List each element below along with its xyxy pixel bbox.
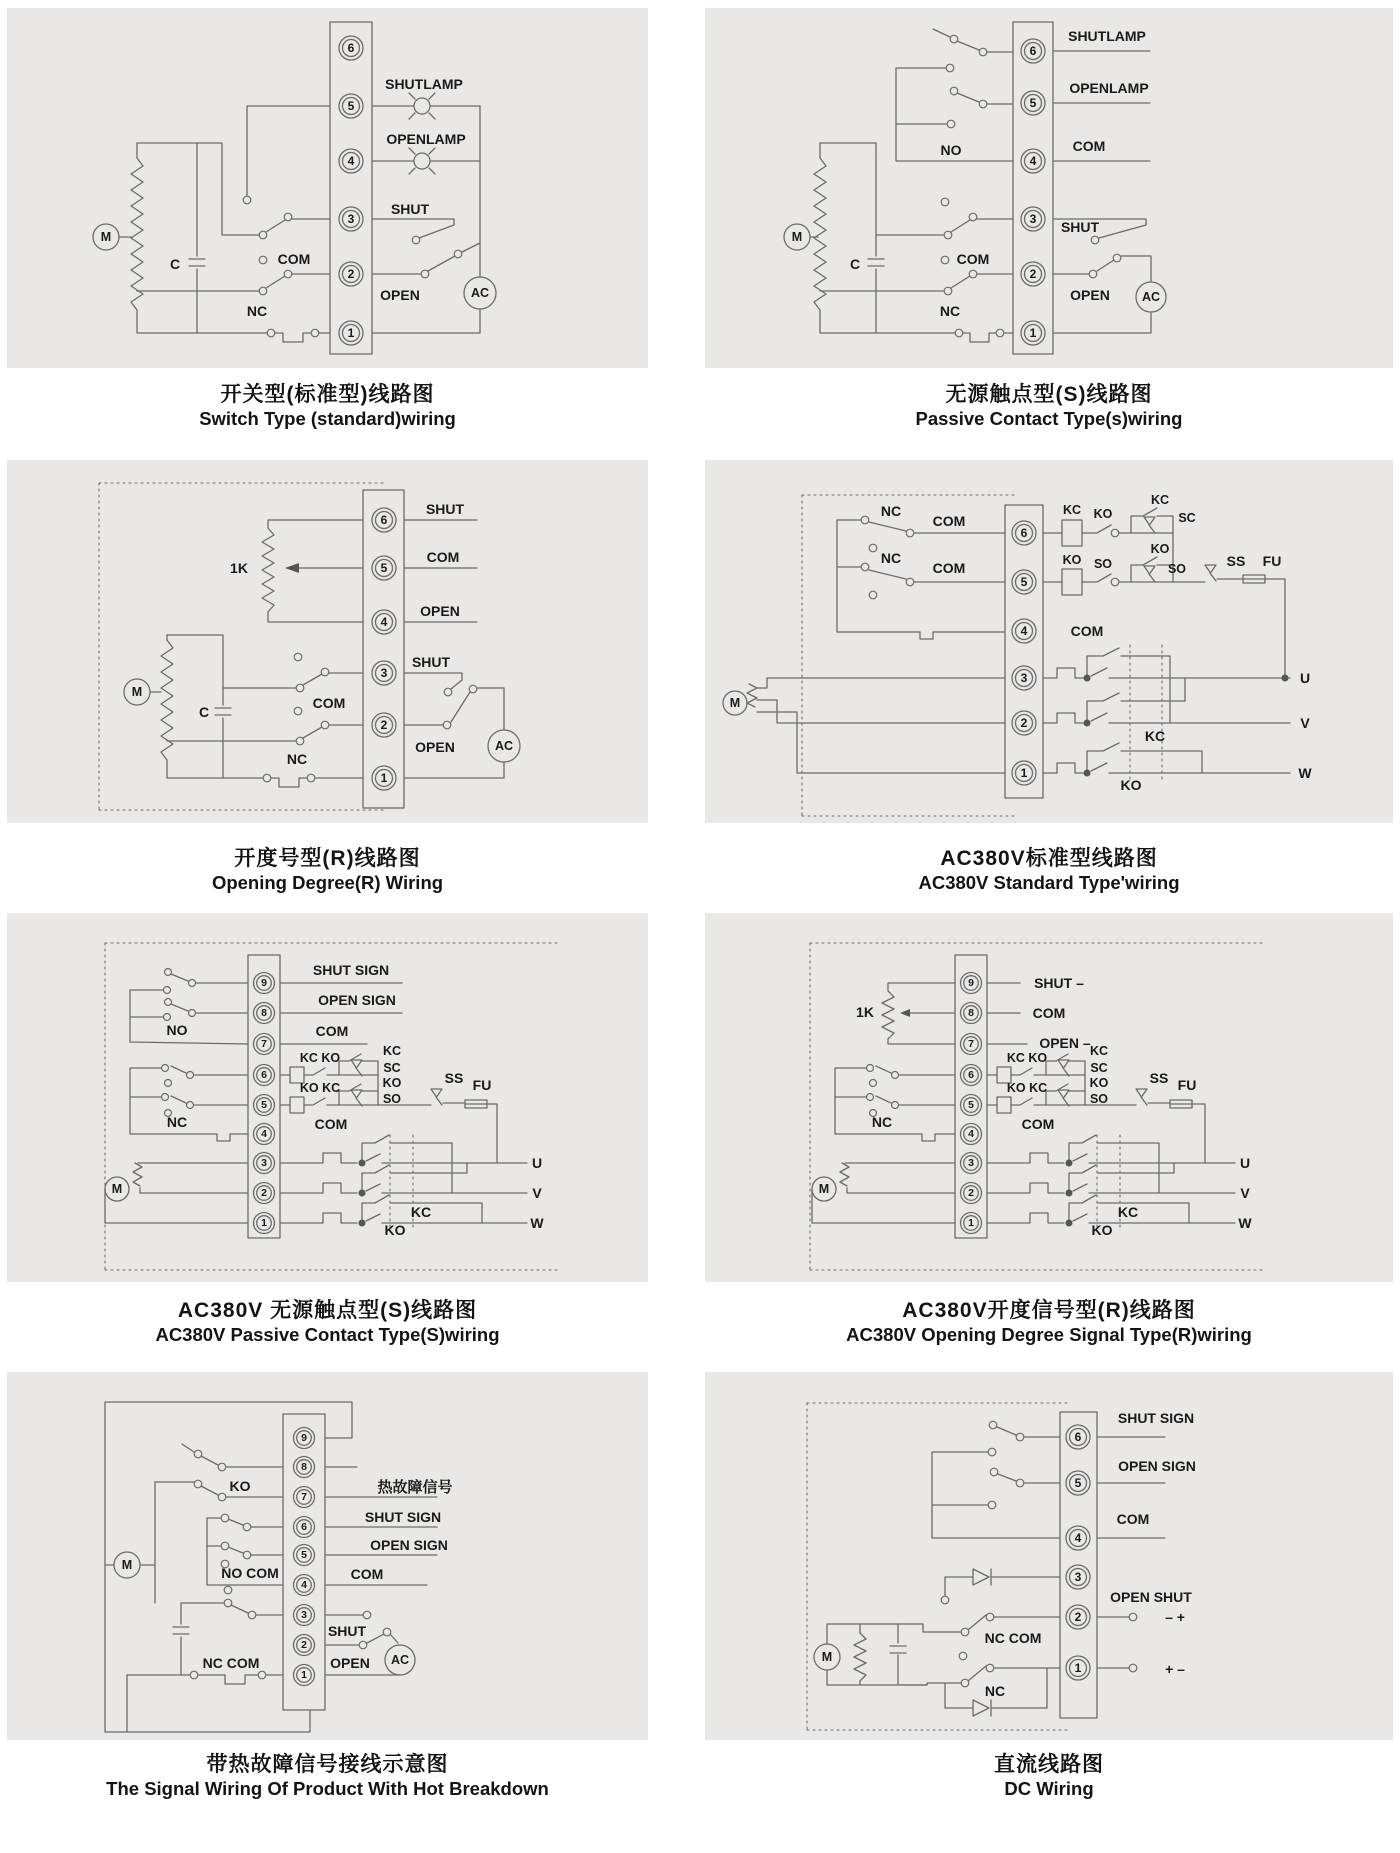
label-w: W bbox=[530, 1215, 544, 1231]
label-open: OPEN bbox=[380, 287, 420, 303]
svg-text:7: 7 bbox=[261, 1038, 267, 1050]
panel-switch-standard bbox=[7, 8, 648, 368]
svg-text:3: 3 bbox=[1020, 671, 1028, 685]
caption-zh: 带热故障信号接线示意图 bbox=[206, 1753, 449, 1776]
svg-text:4: 4 bbox=[1029, 154, 1037, 168]
label-com-top: COM bbox=[315, 1023, 349, 1039]
svg-text:6: 6 bbox=[1020, 526, 1028, 540]
wires bbox=[723, 505, 1290, 798]
label-plus-minus: + – bbox=[1165, 1661, 1185, 1677]
ac-source-label: AC bbox=[470, 286, 490, 300]
label-shutlamp: SHUTLAMP bbox=[385, 76, 463, 92]
label-v: V bbox=[532, 1185, 542, 1201]
label-so: SO bbox=[1167, 562, 1187, 576]
svg-text:3: 3 bbox=[301, 1609, 307, 1621]
label-com: COM bbox=[1021, 1116, 1055, 1132]
svg-text:9: 9 bbox=[301, 1432, 307, 1444]
contacts bbox=[941, 1421, 1137, 1687]
svg-text:2: 2 bbox=[301, 1639, 307, 1651]
caption-zh: AC380V标准型线路图 bbox=[940, 847, 1158, 870]
svg-text:9: 9 bbox=[261, 977, 267, 989]
label-com: COM bbox=[350, 1566, 384, 1582]
label-so: SO bbox=[382, 1092, 402, 1106]
svg-text:5: 5 bbox=[968, 1099, 974, 1111]
label-so-sw: SO bbox=[1093, 557, 1113, 571]
dotted-border bbox=[99, 483, 384, 810]
label-capacitor: C bbox=[849, 256, 861, 272]
caption-switch-standard bbox=[7, 378, 648, 430]
label-shut: SHUT bbox=[327, 1623, 367, 1639]
label-ko-kc: KO KC bbox=[299, 1081, 341, 1095]
caption-en: Passive Contact Type(s)wiring bbox=[915, 408, 1183, 429]
panel-ac380v-passive bbox=[7, 913, 648, 1282]
label-ko-up: KO bbox=[1150, 542, 1170, 556]
label-no-com: NO COM bbox=[221, 1565, 279, 1581]
wiring-hot-breakdown bbox=[7, 1372, 648, 1740]
label-nc2: NC bbox=[880, 550, 902, 566]
label-open: OPEN bbox=[415, 739, 455, 755]
label-open-sign: OPEN SIGN bbox=[370, 1537, 448, 1553]
label-open: OPEN bbox=[330, 1655, 370, 1671]
caption-zh: AC380V 无源触点型(S)线路图 bbox=[177, 1299, 478, 1322]
svg-text:8: 8 bbox=[301, 1461, 307, 1473]
svg-text:6: 6 bbox=[261, 1069, 267, 1081]
svg-text:9: 9 bbox=[968, 977, 974, 989]
svg-text:4: 4 bbox=[1020, 624, 1028, 638]
label-com: COM bbox=[1070, 623, 1104, 639]
svg-text:2: 2 bbox=[1020, 716, 1028, 730]
svg-text:2: 2 bbox=[347, 267, 355, 281]
label-ss: SS bbox=[1149, 1070, 1169, 1086]
caption-dc-wiring bbox=[705, 1748, 1393, 1800]
caption-en: AC380V Standard Type'wiring bbox=[918, 872, 1180, 893]
linkage-dashes bbox=[1130, 645, 1162, 780]
label-nc: NC bbox=[166, 1114, 188, 1130]
motor-label: M bbox=[729, 696, 741, 710]
label-openlamp: OPENLAMP bbox=[1069, 80, 1149, 96]
caption-opening-degree bbox=[7, 842, 648, 894]
motor-label: M bbox=[821, 1650, 833, 1664]
label-shut: SHUT bbox=[411, 654, 451, 670]
label-kc-up: KC bbox=[1150, 493, 1170, 507]
label-com-top: COM bbox=[426, 549, 460, 565]
dotted-border bbox=[802, 495, 1015, 816]
label-kc-up: KC bbox=[382, 1044, 402, 1058]
svg-text:3: 3 bbox=[347, 212, 355, 226]
caption-ac380v-passive bbox=[7, 1294, 648, 1346]
label-fu: FU bbox=[472, 1077, 492, 1093]
caption-en: Opening Degree(R) Wiring bbox=[211, 872, 444, 893]
svg-text:3: 3 bbox=[261, 1157, 267, 1169]
label-open: OPEN bbox=[1070, 287, 1110, 303]
motor-label: M bbox=[111, 1182, 123, 1196]
linkage-dashes bbox=[390, 1135, 413, 1231]
label-u: U bbox=[1239, 1155, 1251, 1171]
label-no: NO bbox=[166, 1022, 188, 1038]
label-ko-up: KO bbox=[382, 1076, 402, 1090]
label-nc: NC bbox=[939, 303, 961, 319]
label-u: U bbox=[1299, 670, 1311, 686]
svg-text:1: 1 bbox=[1074, 1661, 1082, 1675]
label-ko: KO bbox=[1091, 1222, 1113, 1238]
linkage-dashes bbox=[1097, 1135, 1120, 1231]
label-v: V bbox=[1240, 1185, 1250, 1201]
label-nc-com: NC COM bbox=[202, 1655, 260, 1671]
label-com: COM bbox=[277, 251, 311, 267]
label-com: COM bbox=[312, 695, 346, 711]
label-open-shut: OPEN SHUT bbox=[1110, 1589, 1192, 1605]
svg-text:8: 8 bbox=[968, 1007, 974, 1019]
label-kc-up: KC bbox=[1089, 1044, 1109, 1058]
wiring-passive-contact bbox=[705, 8, 1393, 368]
label-pot: 1K bbox=[230, 560, 248, 576]
panel-dc-wiring bbox=[705, 1372, 1393, 1740]
terminals bbox=[1012, 521, 1036, 785]
svg-text:4: 4 bbox=[261, 1128, 267, 1140]
label-fu: FU bbox=[1177, 1077, 1197, 1093]
label-com2: COM bbox=[932, 560, 966, 576]
svg-text:4: 4 bbox=[301, 1579, 307, 1591]
label-ko-kc: KO KC bbox=[1006, 1081, 1048, 1095]
label-u: U bbox=[531, 1155, 543, 1171]
wiring-opening-degree bbox=[7, 460, 648, 823]
svg-text:5: 5 bbox=[301, 1549, 307, 1561]
ac-source-label: AC bbox=[1141, 290, 1161, 304]
caption-ac380v-opening bbox=[705, 1294, 1393, 1346]
label-pot: 1K bbox=[856, 1004, 874, 1020]
label-nc: NC bbox=[286, 751, 308, 767]
svg-text:1: 1 bbox=[380, 771, 388, 785]
label-ko: KO bbox=[1120, 777, 1142, 793]
motor-label: M bbox=[121, 1558, 133, 1572]
wiring-ac380v-standard bbox=[705, 460, 1393, 823]
svg-text:8: 8 bbox=[261, 1007, 267, 1019]
caption-zh: 开关型(标准型)线路图 bbox=[220, 383, 435, 406]
panel-hot-breakdown bbox=[7, 1372, 648, 1740]
terminals bbox=[961, 973, 982, 1234]
label-nc: NC bbox=[871, 1114, 893, 1130]
svg-text:2: 2 bbox=[968, 1187, 974, 1199]
label-so: SO bbox=[1089, 1092, 1109, 1106]
svg-text:7: 7 bbox=[301, 1491, 307, 1503]
label-openlamp: OPENLAMP bbox=[386, 131, 466, 147]
label-fu: FU bbox=[1262, 553, 1282, 569]
label-shut: SHUT bbox=[1060, 219, 1100, 235]
label-open: OPEN – bbox=[1039, 1035, 1091, 1051]
label-kc-ko: KC KO bbox=[299, 1051, 341, 1065]
label-kc: KC bbox=[1117, 1204, 1139, 1220]
label-open-sign: OPEN SIGN bbox=[318, 992, 396, 1008]
caption-hot-breakdown bbox=[7, 1748, 648, 1800]
label-sc: SC bbox=[383, 1061, 401, 1075]
label-shut: SHUT – bbox=[1034, 975, 1084, 991]
terminals bbox=[1021, 39, 1045, 345]
label-nc: NC bbox=[246, 303, 268, 319]
label-nc-com: NC COM bbox=[984, 1630, 1042, 1646]
wires bbox=[124, 490, 520, 808]
wiring-ac380v-passive bbox=[7, 913, 648, 1282]
svg-text:2: 2 bbox=[1029, 267, 1037, 281]
label-sc: SC bbox=[1178, 511, 1196, 525]
caption-zh: AC380V开度信号型(R)线路图 bbox=[902, 1299, 1196, 1322]
wiring-ac380v-opening bbox=[705, 913, 1393, 1282]
svg-text:3: 3 bbox=[968, 1157, 974, 1169]
wires bbox=[93, 22, 496, 354]
wires bbox=[812, 955, 1235, 1238]
svg-text:1: 1 bbox=[261, 1217, 267, 1229]
label-capacitor: C bbox=[169, 256, 181, 272]
wiring-dc bbox=[705, 1372, 1393, 1740]
svg-text:2: 2 bbox=[1074, 1610, 1082, 1624]
label-ko-sw: KO bbox=[1093, 507, 1113, 521]
svg-text:5: 5 bbox=[380, 561, 388, 575]
label-shutlamp: SHUTLAMP bbox=[1068, 28, 1146, 44]
label-ko-box: KO bbox=[1062, 553, 1082, 567]
label-shut-sign: SHUT SIGN bbox=[1117, 1410, 1195, 1426]
svg-text:3: 3 bbox=[1074, 1570, 1082, 1584]
terminals bbox=[1066, 1425, 1090, 1680]
svg-text:5: 5 bbox=[1020, 575, 1028, 589]
caption-ac380v-standard bbox=[705, 842, 1393, 894]
label-kc-box: KC bbox=[1062, 503, 1082, 517]
caption-en: AC380V Opening Degree Signal Type(R)wiring bbox=[846, 1324, 1252, 1345]
label-ko-up: KO bbox=[1089, 1076, 1109, 1090]
svg-text:1: 1 bbox=[1029, 326, 1037, 340]
svg-text:5: 5 bbox=[347, 99, 355, 113]
ac-source-label: AC bbox=[390, 1653, 410, 1667]
pot-arrow bbox=[900, 1009, 910, 1017]
ac-source-label: AC bbox=[494, 739, 514, 753]
terminals bbox=[294, 1428, 315, 1686]
label-open-top: OPEN bbox=[420, 603, 460, 619]
svg-text:5: 5 bbox=[1029, 96, 1037, 110]
terminals bbox=[254, 973, 275, 1234]
svg-text:2: 2 bbox=[380, 718, 388, 732]
motor-label: M bbox=[100, 230, 112, 244]
svg-text:1: 1 bbox=[1020, 766, 1028, 780]
label-v: V bbox=[1300, 715, 1310, 731]
svg-text:6: 6 bbox=[347, 41, 355, 55]
label-sc: SC bbox=[1090, 1061, 1108, 1075]
svg-text:2: 2 bbox=[261, 1187, 267, 1199]
label-no: NO bbox=[940, 142, 962, 158]
svg-text:6: 6 bbox=[1074, 1430, 1082, 1444]
label-nc: NC bbox=[984, 1683, 1006, 1699]
label-com: COM bbox=[1116, 1511, 1150, 1527]
motor-label: M bbox=[791, 230, 803, 244]
svg-text:1: 1 bbox=[968, 1217, 974, 1229]
svg-text:1: 1 bbox=[347, 326, 355, 340]
label-shut: SHUT bbox=[390, 201, 430, 217]
panel-passive-contact bbox=[705, 8, 1393, 368]
caption-zh: 开度号型(R)线路图 bbox=[234, 847, 421, 870]
wires bbox=[784, 22, 1166, 354]
panel-ac380v-opening bbox=[705, 913, 1393, 1282]
label-shut-sign: SHUT SIGN bbox=[364, 1509, 442, 1525]
label-kc: KC bbox=[410, 1204, 432, 1220]
label-w: W bbox=[1298, 765, 1312, 781]
pot-arrow bbox=[285, 563, 299, 573]
label-kc: KC bbox=[1144, 728, 1166, 744]
label-ss: SS bbox=[444, 1070, 464, 1086]
svg-text:6: 6 bbox=[380, 513, 388, 527]
motor-label: M bbox=[818, 1182, 830, 1196]
wiring-switch-standard bbox=[7, 8, 648, 368]
svg-text:3: 3 bbox=[1029, 212, 1037, 226]
label-ko: KO bbox=[229, 1478, 251, 1494]
panel-ac380v-standard bbox=[705, 460, 1393, 823]
label-open-sign: OPEN SIGN bbox=[1118, 1458, 1196, 1474]
panel-opening-degree bbox=[7, 460, 648, 823]
label-com-top: COM bbox=[1032, 1005, 1066, 1021]
caption-zh: 无源触点型(S)线路图 bbox=[945, 383, 1153, 406]
label-nc1: NC bbox=[880, 503, 902, 519]
terminals bbox=[372, 508, 396, 790]
svg-text:6: 6 bbox=[301, 1521, 307, 1533]
caption-en: Switch Type (standard)wiring bbox=[199, 408, 456, 429]
svg-text:6: 6 bbox=[1029, 44, 1037, 58]
caption-en: AC380V Passive Contact Type(S)wiring bbox=[155, 1324, 500, 1345]
label-shut-top: SHUT bbox=[425, 501, 465, 517]
label-ko: KO bbox=[384, 1222, 406, 1238]
caption-zh: 直流线路图 bbox=[994, 1753, 1104, 1776]
label-kc-ko: KC KO bbox=[1006, 1051, 1048, 1065]
svg-text:4: 4 bbox=[968, 1128, 974, 1140]
label-com1: COM bbox=[932, 513, 966, 529]
label-minus-plus: – + bbox=[1165, 1609, 1185, 1625]
caption-en: The Signal Wiring Of Product With Hot Breakdown bbox=[106, 1778, 549, 1799]
svg-text:6: 6 bbox=[968, 1069, 974, 1081]
svg-text:1: 1 bbox=[301, 1669, 307, 1681]
svg-text:5: 5 bbox=[1074, 1476, 1082, 1490]
label-shut-sign: SHUT SIGN bbox=[312, 962, 390, 978]
svg-text:4: 4 bbox=[380, 615, 388, 629]
svg-text:5: 5 bbox=[261, 1099, 267, 1111]
caption-passive-contact bbox=[705, 378, 1393, 430]
label-w: W bbox=[1238, 1215, 1252, 1231]
dotted-border bbox=[810, 943, 1265, 1270]
caption-en: DC Wiring bbox=[1004, 1778, 1094, 1799]
motor-label: M bbox=[131, 685, 143, 699]
label-hot-fault: 热故障信号 bbox=[377, 1479, 453, 1496]
terminals bbox=[339, 36, 363, 345]
label-com: COM bbox=[314, 1116, 348, 1132]
label-com: COM bbox=[956, 251, 990, 267]
label-ss: SS bbox=[1226, 553, 1246, 569]
svg-text:4: 4 bbox=[1074, 1531, 1082, 1545]
svg-text:7: 7 bbox=[968, 1038, 974, 1050]
svg-text:4: 4 bbox=[347, 154, 355, 168]
label-com-right: COM bbox=[1072, 138, 1106, 154]
label-capacitor: C bbox=[198, 704, 210, 720]
svg-text:3: 3 bbox=[380, 666, 388, 680]
